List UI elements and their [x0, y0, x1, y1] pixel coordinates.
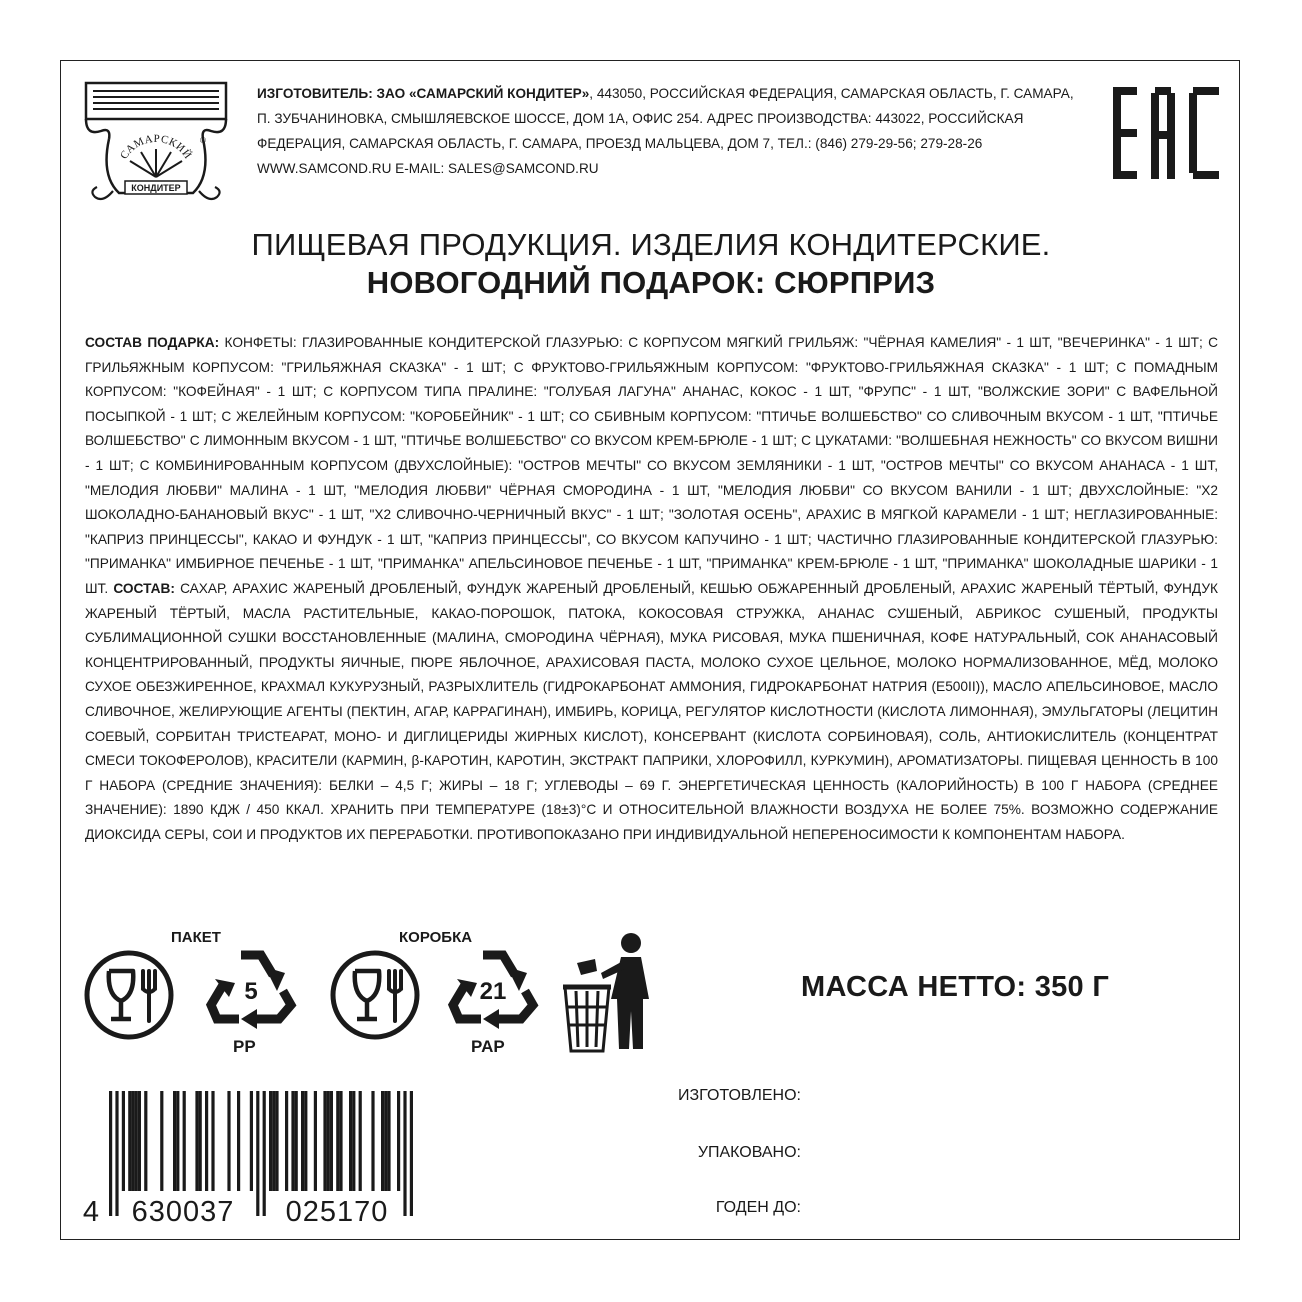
- barcode-left-digits: 630037: [131, 1196, 235, 1226]
- barcode-bar: [176, 1091, 179, 1191]
- composition-text: [85, 331, 1218, 847]
- barcode-bar: [403, 1091, 406, 1216]
- barcode-bar: [295, 1091, 298, 1191]
- barcode-bar: [122, 1091, 125, 1191]
- recycle-code-21: 21: [479, 978, 507, 1005]
- barcode-bar: [173, 1091, 176, 1191]
- net-mass: МАССА НЕТТО: 350 Г: [801, 971, 1110, 1003]
- barcode-bar: [301, 1091, 304, 1191]
- barcode-first-digit: 4: [82, 1196, 100, 1226]
- tidyman-bin-icon: [559, 929, 669, 1055]
- manufacturer-label: ИЗГОТОВИТЕЛЬ: ЗАО «САМАРСКИЙ КОНДИТЕР»: [257, 86, 590, 101]
- barcode-bar: [339, 1091, 342, 1191]
- barcode-bar: [263, 1091, 266, 1216]
- product-name: НОВОГОДНИЙ ПОДАРОК: СЮРПРИЗ: [366, 265, 936, 300]
- barcode-bar: [381, 1091, 384, 1191]
- logo-bottom-text: КОНДИТЕР: [131, 183, 181, 193]
- samarsky-konditer-logo: [81, 81, 231, 211]
- barcode-bar: [144, 1091, 147, 1191]
- food-safe-icon: [83, 949, 175, 1041]
- ingredients-label: СОСТАВ:: [113, 580, 175, 596]
- barcode-bar: [250, 1091, 253, 1191]
- barcode-bar: [205, 1091, 208, 1191]
- barcode-bar: [256, 1091, 259, 1216]
- barcode-bar: [285, 1091, 288, 1191]
- barcode-bar: [359, 1091, 362, 1191]
- gift-composition-label: СОСТАВ ПОДАРКА:: [85, 335, 220, 350]
- barcode-bar: [327, 1091, 330, 1191]
- barcode-bar: [336, 1091, 339, 1191]
- barcode-bar: [183, 1091, 186, 1191]
- barcode-bar: [349, 1091, 352, 1191]
- barcode-bar: [275, 1091, 278, 1191]
- barcode-bar: [272, 1091, 275, 1191]
- barcode-bar: [195, 1091, 198, 1191]
- barcode-bar: [371, 1091, 374, 1191]
- recycle-5-icon: [201, 939, 301, 1039]
- manufacturer-text: , 443050, РОССИЙСКАЯ ФЕДЕРАЦИЯ, САМАРСКАЯ ОБЛАСТЬ, Г. САМАРА, П. ЗУБЧАНИНОВКА, СМЫШЛЯЕВСКОЕ ШОССЕ, ДОМ 1А, ОФИС 254. АДРЕС ПРОИЗВОДСТВА: 443022, РОССИЙСКАЯ ФЕДЕРАЦИЯ, САМАРСКАЯ ОБЛАСТЬ, Г. САМАРА, ПРОЕЗД МАЛЬЦЕВА, ДОМ 7, ТЕЛ.: (846) 279-29-56; 279-28-26 WWW.SAMCOND.RU E-MAIL: SALES@SAMCOND.RU: [257, 86, 1074, 176]
- barcode-bar: [330, 1091, 333, 1191]
- barcode-bar: [314, 1091, 317, 1191]
- barcode-bar: [109, 1091, 112, 1216]
- barcode-bar: [269, 1091, 272, 1191]
- barcode-bar: [291, 1091, 294, 1191]
- registered-mark: ®: [200, 136, 206, 145]
- gift-composition-text: КОНФЕТЫ: ГЛАЗИРОВАННЫЕ КОНДИТЕРСКОЙ ГЛАЗУРЬЮ: С КОРПУСОМ МЯГКИЙ ГРИЛЬЯЖ: "ЧЁРНАЯ КАМЕЛИЯ" - 1 ШТ, "ВЕЧЕРИНКА" - 1 ШТ; С ГРИЛЬЯЖНЫМ КОРПУСОМ: "ГРИЛЬЯЖНАЯ СКАЗКА" - 1 ШТ; С ФРУКТОВО-ГРИЛЬЯЖНЫМ КОРПУСОМ: "ФРУКТОВО-ГРИЛЬЯЖНАЯ СКАЗКА" - 1 ШТ; С ПОМАДНЫМ КОРПУСОМ: "КОФЕЙНАЯ" - 1 ШТ; С КОРПУСОМ ТИПА ПРАЛИНЕ: "ГОЛУБАЯ ЛАГУНА" АНАНАС, КОКОС - 1 ШТ, "ФРУПС" - 1 ШТ, "ВОЛЖСКИЕ ЗОРИ" С ВАФЕЛЬНОЙ ПОСЫПКОЙ - 1 ШТ; С ЖЕЛЕЙНЫМ КОРПУСОМ: "КОРОБЕЙНИК" - 1 ШТ; СО СБИВНЫМ КОРПУСОМ: "ПТИЧЬЕ ВОЛШЕБСТВО" СО СЛИВОЧНЫМ ВКУСОМ - 1 ШТ, "ПТИЧЬЕ ВОЛШЕБСТВО" С ЛИМОННЫМ ВКУСОМ - 1 ШТ, "ПТИЧЬЕ ВОЛШЕБСТВО" СО ВКУСОМ КРЕМ-БРЮЛЕ - 1 ШТ; С ЦУКАТАМИ: "ВОЛШЕБНАЯ НЕЖНОСТЬ" СО ВКУСОМ ВИШНИ - 1 ШТ; С КОМБИНИРОВАННЫМ КОРПУСОМ (ДВУХСЛОЙНЫЕ): "ОСТРОВ МЕЧТЫ" СО ВКУСОМ ЗЕМЛЯНИКИ - 1 ШТ, "ОСТРОВ МЕЧТЫ" СО ВКУСОМ АНАНАСА - 1 ШТ, "МЕЛОДИЯ ЛЮБВИ" МАЛИНА - 1 ШТ, "МЕЛОДИЯ ЛЮБВИ" ЧЁРНАЯ СМОРОДИНА - 1 ШТ, "МЕЛОДИЯ ЛЮБВИ" СО ВКУСОМ ВАНИЛИ - 1 ШТ; ДВУХСЛОЙНЫЕ: "Х2 ШОКОЛАДНО-БАНАНОВЫЙ ВКУС" - 1 ШТ, "Х2 СЛИВОЧНО-ЧЕРНИЧНЫЙ ВКУС" - 1 ШТ; "ЗОЛОТАЯ ОСЕНЬ", АРАХИС В МЯГКОЙ КАРАМЕЛИ - 1 ШТ; НЕГЛАЗИРОВАННЫЕ: "КАПРИЗ ПРИНЦЕССЫ", КАКАО И ФУНДУК - 1 ШТ, "КАПРИЗ ПРИНЦЕССЫ", СО ВКУСОМ КАПУЧИНО - 1 ШТ; ЧАСТИЧНО ГЛАЗИРОВАННЫЕ КОНДИТЕРСКОЙ ГЛАЗУРЬЮ: "ПРИМАНКА" ИМБИРНОЕ ПЕЧЕНЬЕ - 1 ШТ, "ПРИМАНКА" АПЕЛЬСИНОВОЕ ПЕЧЕНЬЕ - 1 ШТ, "ПРИМАНКА" КРЕМ-БРЮЛЕ - 1 ШТ, "ПРИМАНКА" ШОКОЛАДНЫЕ ШАРИКИ - 1 ШТ.: [85, 335, 1218, 596]
- eac-icon: [1111, 83, 1221, 183]
- barcode-bar: [135, 1091, 138, 1191]
- barcode-bar: [138, 1091, 141, 1191]
- barcode-right-digits: 025170: [285, 1196, 389, 1226]
- barcode-bar: [199, 1091, 202, 1191]
- ingredients-text: САХАР, АРАХИС ЖАРЕНЫЙ ДРОБЛЕНЫЙ, ФУНДУК ЖАРЕНЫЙ ДРОБЛЕНЫЙ, КЕШЬЮ ОБЖАРЕННЫЙ ДРОБЛЕНЫЙ, АРАХИС ЖАРЕНЫЙ ТЁРТЫЙ, ФУНДУК ЖАРЕНЫЙ ТЁРТЫЙ, МАСЛА РАСТИТЕЛЬНЫЕ, КАКАО-ПОРОШОК, ПАТОКА, КОКОСОВАЯ СТРУЖКА, АНАНАС СУШЕНЫЙ, АБРИКОС СУШЕНЫЙ, ПРОДУКТЫ СУБЛИМАЦИОННОЙ СУШКИ ВОССТАНОВЛЕННЫЕ (МАЛИНА, СМОРОДИНА ЧЁРНАЯ), МУКА РИСОВАЯ, МУКА ПШЕНИЧНАЯ, КОФЕ НАТУРАЛЬНЫЙ, СОК АНАНАСОВЫЙ КОНЦЕНТРИРОВАННЫЙ, ПРОДУКТЫ ЯИЧНЫЕ, ПЮРЕ ЯБЛОЧНОЕ, АРАХИСОВАЯ ПАСТА, МОЛОКО СУХОЕ ЦЕЛЬНОЕ, МОЛОКО НОРМАЛИЗОВАННОЕ, МЁД, МОЛОКО СУХОЕ ОБЕЗЖИРЕННОЕ, КРАХМАЛ КУКУРУЗНЫЙ, РАЗРЫХЛИТЕЛЬ (ГИДРОКАРБОНАТ АММОНИЯ, ГИДРОКАРБОНАТ НАТРИЯ (Е500II)), МАСЛО АПЕЛЬСИНОВОЕ, МАСЛО СЛИВОЧНОЕ, ЖЕЛИРУЮЩИЕ АГЕНТЫ (ПЕКТИН, АГАР, КАРРАГИНАН), ИМБИРЬ, КОРИЦА, РЕГУЛЯТОР КИСЛОТНОСТИ (КИСЛОТА ЛИМОННАЯ), ЭМУЛЬГАТОРЫ (ЛЕЦИТИН СОЕВЫЙ, СОРБИТАН ТРИСТЕАРАТ, МОНО- И ДИГЛИЦЕРИДЫ ЖИРНЫХ КИСЛОТ), КОНСЕРВАНТ (КИСЛОТА СОРБИНОВАЯ), СОЛЬ, АНТИОКИСЛИТЕЛЬ (КОНЦЕНТРАТ СМЕСИ ТОКОФЕРОЛОВ), КРАСИТЕЛИ (КАРМИН, β-КАРОТИН, КАРОТИН, ЭКСТРАКТ ПАПРИКИ, ХЛОРОФИЛЛ, КУРКУМИН), АРОМАТИЗАТОРЫ. ПИЩЕВАЯ ЦЕННОСТЬ В 100 Г НАБОРА (СРЕДНИЕ ЗНАЧЕНИЯ): БЕЛКИ – 4,5 Г; ЖИРЫ – 18 Г; УГЛЕВОДЫ – 69 Г. ЭНЕРГЕТИЧЕСКАЯ ЦЕННОСТЬ (КАЛОРИЙНОСТЬ) В 100 Г НАБОРА (СРЕДНЕЕ ЗНАЧЕНИЕ): 1890 КДЖ / 450 ККАЛ. ХРАНИТЬ ПРИ ТЕМПЕРАТУРЕ (18±3)°С И ОТНОСИТЕЛЬНОЙ ВЛАЖНОСТИ ВОЗДУХА НЕ БОЛЕЕ 75%. ВОЗМОЖНО СОДЕРЖАНИЕ ДИОКСИДА СЕРЫ, СОИ И ПРОДУКТОВ ИХ ПЕРЕРАБОТКИ. ПРОТИВОПОКАЗАНО ПРИ ИНДИВИДУАЛЬНОЙ НЕПЕРЕНОСИМОСТИ К КОМПОНЕНТАМ НАБОРА.: [85, 580, 1219, 842]
- material-pp: PP: [233, 1037, 256, 1056]
- manufactured-label: ИЗГОТОВЛЕНО:: [678, 1087, 801, 1104]
- barcode-bar: [352, 1091, 355, 1191]
- manufacturer-info: [257, 81, 1087, 181]
- material-pap: PAP: [471, 1037, 505, 1056]
- barcode-bar: [227, 1091, 230, 1191]
- recycle-code-5: 5: [244, 978, 258, 1005]
- logo-arc-text: САМАРСКИЙ: [118, 132, 194, 162]
- barcode-bar: [410, 1091, 413, 1216]
- food-safe-icon-2: [329, 949, 421, 1041]
- product-category: ПИЩЕВАЯ ПРОДУКЦИЯ. ИЗДЕЛИЯ КОНДИТЕРСКИЕ.: [251, 227, 1051, 262]
- barcode-bar: [323, 1091, 326, 1191]
- barcode-bar: [128, 1091, 131, 1191]
- barcode-bar: [387, 1091, 390, 1191]
- barcode-bar: [237, 1091, 240, 1191]
- product-label: [60, 60, 1240, 1240]
- barcode-bar: [211, 1091, 214, 1191]
- bag-label: ПАКЕТ: [171, 929, 221, 946]
- barcode-bar: [397, 1091, 400, 1191]
- packed-label: УПАКОВАНО:: [697, 1144, 801, 1161]
- barcode-bar: [304, 1091, 307, 1191]
- barcode-bar: [131, 1091, 134, 1191]
- product-title-block: [61, 226, 1241, 302]
- box-label: КОРОБКА: [399, 929, 473, 946]
- barcode-bar: [115, 1091, 118, 1216]
- barcode-bar: [384, 1091, 387, 1191]
- recycle-21-icon: [443, 939, 543, 1039]
- expiry-label: ГОДЕН ДО:: [715, 1199, 801, 1216]
- ean13-barcode: [81, 1091, 421, 1226]
- barcode-bar: [160, 1091, 163, 1191]
- eac-mark: [1111, 83, 1221, 183]
